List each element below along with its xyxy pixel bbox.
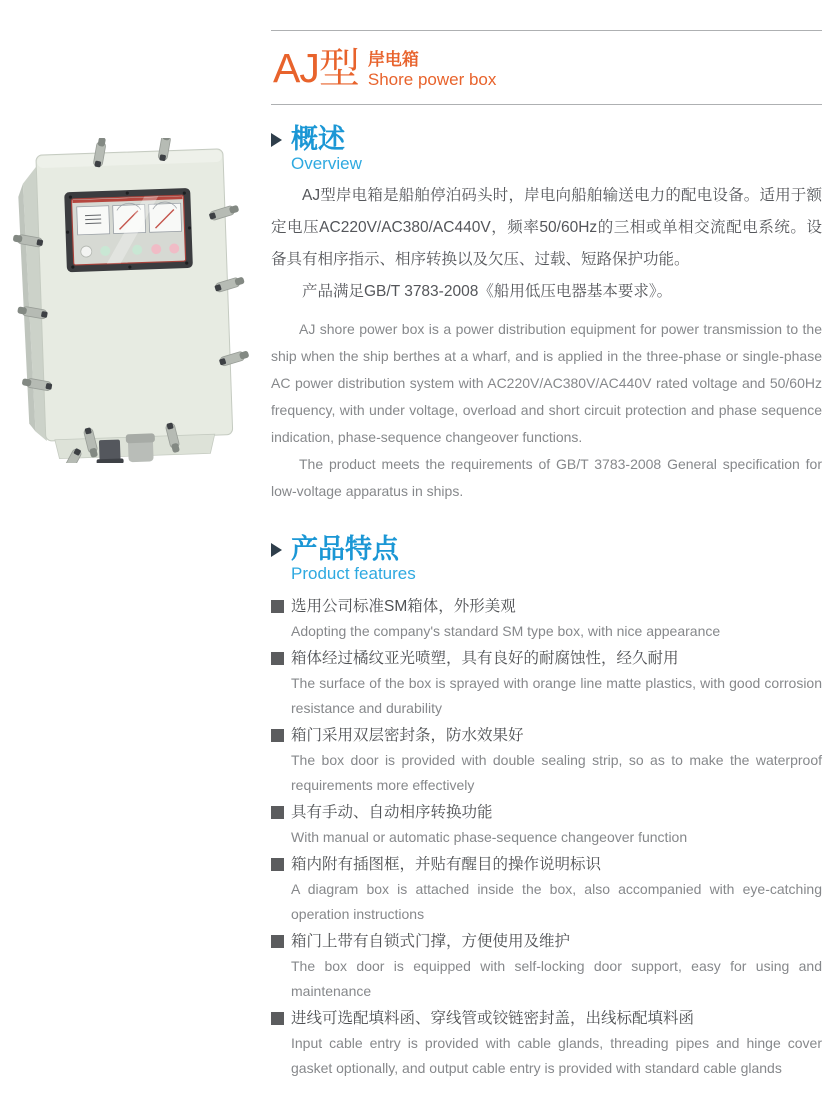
features-heading-zh: 产品特点 [291,533,399,564]
feature-title-zh: 箱体经过橘纹亚光喷塑，具有良好的耐腐蚀性，经久耐用 [291,649,679,667]
features-heading [271,535,822,584]
feature-title-zh: 具有手动、自动相序转换功能 [291,803,493,821]
overview-paragraph-zh: AJ型岸电箱是船舶停泊码头时，岸电向船舶输送电力的配电设备。适用于额定电压AC220V/AC380/AC440V，频率50/60Hz的三相或单相交流配电系统。设备具有相序指示、相序转换以及欠压、过载、短路保护功能。 [271,186,822,268]
content-column [271,0,822,1083]
overview-heading-en: Overview [291,154,362,174]
feature-item [271,646,822,721]
product-name-en: Shore power box [367,70,497,90]
feature-title-row [271,852,822,877]
feature-title-zh: 箱内附有插图框，并贴有醒目的操作说明标识 [291,855,602,873]
feature-title-zh: 箱门上带有自锁式门撑，方便使用及维护 [291,932,571,950]
feature-desc-en: The box door is provided with double sealing strip, so as to make the waterproof requirements more effectively [291,751,822,793]
feature-desc-en: Adopting the company's standard SM type box, with nice appearance [291,622,721,639]
feature-desc-en: Input cable entry is provided with cable glands, threading pipes and hinge cover gasket optionally, and output cable entry is provided with standard cable glands [291,1034,822,1076]
feature-item [271,723,822,798]
product-photo [8,138,256,463]
feature-title-row [271,800,822,825]
features-section [271,535,822,1081]
section-arrow-icon [271,543,282,557]
shore-power-box-illustration [8,138,256,463]
feature-item [271,852,822,927]
features-heading-text [291,535,416,584]
feature-title-row [271,646,822,671]
product-title-block [271,30,822,105]
bullet-square-icon [271,729,284,742]
product-name-zh: 岸电箱 [367,50,419,69]
feature-desc-en: With manual or automatic phase-sequence changeover function [291,828,688,845]
section-arrow-icon [271,133,282,147]
overview-heading-zh: 概述 [291,123,345,154]
feature-item [271,929,822,1004]
feature-item [271,594,822,644]
overview-paragraph-en: AJ shore power box is a power distribution equipment for power transmission to the ship when the ship berthes at a wharf, and is applied in the three-phase or single-phase AC power distribution system with AC220V/AC380V/AC440V rated voltage and 50/60Hz frequency, with under voltage, overload and short circuit protection and phase sequence indication, phase-sequence changeover functions. [271,320,822,445]
feature-item [271,1006,822,1081]
bullet-square-icon [271,935,284,948]
feature-title-row [271,723,822,748]
product-model: AJ型 [273,44,359,91]
feature-title-zh: 箱门采用双层密封条，防水效果好 [291,726,524,744]
overview-standard-zh: 产品满足GB/T 3783-2008《船用低压电器基本要求》。 [302,282,673,300]
feature-title-zh: 选用公司标准SM箱体，外形美观 [291,597,516,615]
overview-standard-en: The product meets the requirements of GB/T 3783-2008 General specification for low-voltage apparatus in ships. [271,455,822,499]
feature-title-zh: 进线可选配填料函、穿线管或铰链密封盖，出线标配填料函 [291,1009,695,1027]
bullet-square-icon [271,652,284,665]
feature-item [271,800,822,850]
feature-desc-en: A diagram box is attached inside the box, also accompanied with eye-catching operation instructions [291,880,822,922]
overview-heading [271,125,822,174]
bullet-square-icon [271,806,284,819]
product-name-group [368,50,497,91]
bullet-square-icon [271,1012,284,1025]
overview-heading-text [291,125,362,174]
bullet-square-icon [271,858,284,871]
feature-title-row [271,1006,822,1031]
overview-section [271,125,822,505]
bullet-square-icon [271,600,284,613]
features-heading-en: Product features [291,564,416,584]
feature-list [271,594,822,1081]
feature-title-row [271,929,822,954]
feature-desc-en: The box door is equipped with self-locking door support, easy for using and maintenance [291,957,822,999]
feature-title-row [271,594,822,619]
feature-desc-en: The surface of the box is sprayed with orange line matte plastics, with good corrosion resistance and durability [291,674,822,716]
